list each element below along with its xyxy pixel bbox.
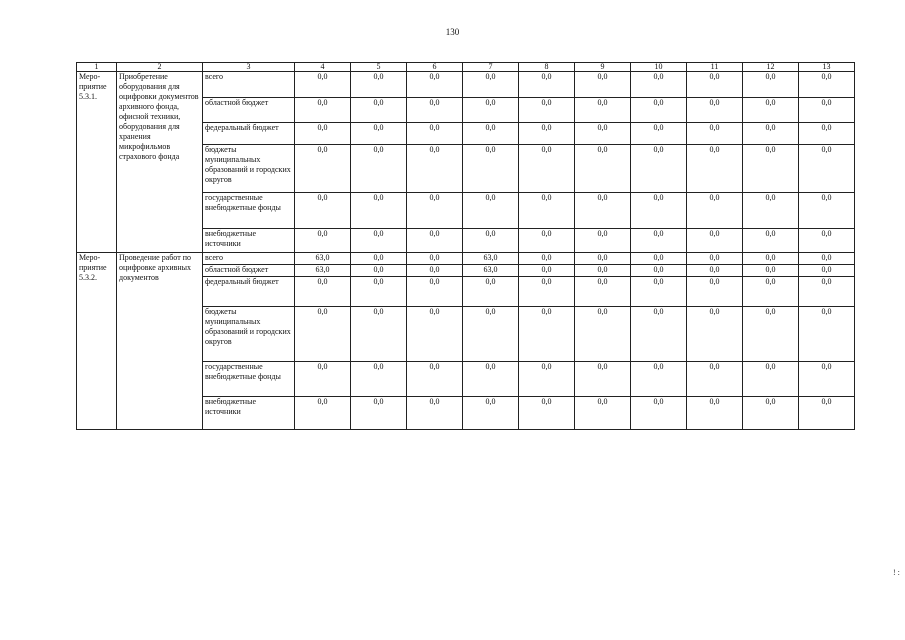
table-body: [77, 72, 855, 430]
value-cell: 63,0: [463, 253, 519, 265]
value-cell: 0,0: [463, 277, 519, 307]
value-cell: 0,0: [799, 98, 855, 123]
value-cell: 0,0: [575, 253, 631, 265]
margin-mark: ! :: [893, 568, 900, 577]
value-cell: 0,0: [687, 98, 743, 123]
value-cell: 0,0: [575, 397, 631, 430]
value-cell: 0,0: [687, 265, 743, 277]
value-cell: 0,0: [295, 277, 351, 307]
value-cell: 0,0: [575, 145, 631, 193]
funding-source: государственные внебюджетные фонды: [203, 362, 295, 397]
funding-source: федеральный бюджет: [203, 123, 295, 145]
value-cell: 0,0: [407, 123, 463, 145]
value-cell: 0,0: [519, 72, 575, 98]
value-cell: 0,0: [799, 145, 855, 193]
column-header: 5: [351, 63, 407, 72]
value-cell: 0,0: [799, 362, 855, 397]
value-cell: 0,0: [295, 397, 351, 430]
activity-description: Проведение работ по оцифровке архивных документов: [117, 253, 203, 430]
value-cell: 0,0: [463, 362, 519, 397]
value-cell: 0,0: [407, 229, 463, 253]
value-cell: 0,0: [575, 98, 631, 123]
value-cell: 0,0: [631, 72, 687, 98]
funding-source: областной бюджет: [203, 265, 295, 277]
value-cell: 63,0: [463, 265, 519, 277]
value-cell: 63,0: [295, 253, 351, 265]
activity-id: Меро-приятие 5.3.1.: [77, 72, 117, 253]
value-cell: 0,0: [295, 229, 351, 253]
value-cell: 0,0: [631, 193, 687, 229]
value-cell: 0,0: [407, 98, 463, 123]
funding-source: областной бюджет: [203, 98, 295, 123]
value-cell: 0,0: [519, 98, 575, 123]
value-cell: 0,0: [407, 145, 463, 193]
value-cell: 0,0: [351, 72, 407, 98]
value-cell: 0,0: [743, 397, 799, 430]
value-cell: 0,0: [799, 265, 855, 277]
value-cell: 0,0: [519, 145, 575, 193]
value-cell: 0,0: [295, 98, 351, 123]
value-cell: 0,0: [407, 253, 463, 265]
value-cell: 0,0: [575, 72, 631, 98]
value-cell: 0,0: [575, 362, 631, 397]
column-header: 8: [519, 63, 575, 72]
value-cell: 0,0: [351, 193, 407, 229]
value-cell: 0,0: [575, 193, 631, 229]
value-cell: 0,0: [463, 229, 519, 253]
value-cell: 0,0: [519, 307, 575, 362]
value-cell: 0,0: [687, 277, 743, 307]
value-cell: 0,0: [631, 145, 687, 193]
value-cell: 0,0: [631, 123, 687, 145]
value-cell: 0,0: [295, 72, 351, 98]
value-cell: 0,0: [295, 145, 351, 193]
value-cell: 0,0: [407, 277, 463, 307]
column-header: 3: [203, 63, 295, 72]
value-cell: 0,0: [351, 265, 407, 277]
value-cell: 0,0: [687, 145, 743, 193]
value-cell: 0,0: [743, 193, 799, 229]
value-cell: 0,0: [519, 265, 575, 277]
table-row: [77, 253, 855, 265]
funding-source: внебюджетные источники: [203, 229, 295, 253]
value-cell: 0,0: [463, 98, 519, 123]
value-cell: 0,0: [295, 193, 351, 229]
value-cell: 0,0: [575, 277, 631, 307]
column-header: 10: [631, 63, 687, 72]
funding-source: бюджеты муниципальных образований и городских округов: [203, 145, 295, 193]
funding-source: государственные внебюджетные фонды: [203, 193, 295, 229]
value-cell: 0,0: [351, 362, 407, 397]
value-cell: 0,0: [463, 397, 519, 430]
value-cell: 0,0: [687, 229, 743, 253]
value-cell: 0,0: [519, 193, 575, 229]
value-cell: 0,0: [687, 72, 743, 98]
value-cell: 0,0: [631, 362, 687, 397]
value-cell: 0,0: [519, 229, 575, 253]
column-header: 6: [407, 63, 463, 72]
value-cell: 0,0: [743, 277, 799, 307]
value-cell: 0,0: [631, 307, 687, 362]
value-cell: 0,0: [575, 123, 631, 145]
column-header: 12: [743, 63, 799, 72]
value-cell: 0,0: [631, 98, 687, 123]
value-cell: 0,0: [519, 397, 575, 430]
budget-table: [76, 62, 855, 430]
value-cell: 0,0: [519, 123, 575, 145]
value-cell: 0,0: [351, 397, 407, 430]
funding-source: федеральный бюджет: [203, 277, 295, 307]
value-cell: 0,0: [743, 307, 799, 362]
value-cell: 0,0: [743, 362, 799, 397]
value-cell: 0,0: [519, 362, 575, 397]
value-cell: 0,0: [407, 362, 463, 397]
value-cell: 0,0: [407, 72, 463, 98]
value-cell: 0,0: [575, 229, 631, 253]
value-cell: 0,0: [575, 265, 631, 277]
value-cell: 0,0: [519, 253, 575, 265]
value-cell: 0,0: [463, 123, 519, 145]
value-cell: 0,0: [351, 307, 407, 362]
activity-id: Меро-приятие 5.3.2.: [77, 253, 117, 430]
value-cell: 0,0: [407, 265, 463, 277]
value-cell: 0,0: [799, 123, 855, 145]
value-cell: 63,0: [295, 265, 351, 277]
value-cell: 0,0: [687, 123, 743, 145]
activity-description: Приобретение оборудования для оцифровки документов архивного фонда, офисной техники, оборудования для хранения микрофильмов страхового фонда: [117, 72, 203, 253]
value-cell: 0,0: [687, 193, 743, 229]
value-cell: 0,0: [407, 397, 463, 430]
value-cell: 0,0: [463, 193, 519, 229]
value-cell: 0,0: [463, 307, 519, 362]
value-cell: 0,0: [295, 307, 351, 362]
column-header: 13: [799, 63, 855, 72]
value-cell: 0,0: [519, 277, 575, 307]
value-cell: 0,0: [631, 397, 687, 430]
value-cell: 0,0: [799, 229, 855, 253]
column-number-row: [77, 63, 855, 72]
column-header: 9: [575, 63, 631, 72]
value-cell: 0,0: [295, 123, 351, 145]
column-header: 4: [295, 63, 351, 72]
value-cell: 0,0: [743, 229, 799, 253]
value-cell: 0,0: [743, 98, 799, 123]
value-cell: 0,0: [687, 362, 743, 397]
value-cell: 0,0: [687, 397, 743, 430]
value-cell: 0,0: [799, 397, 855, 430]
value-cell: 0,0: [799, 193, 855, 229]
value-cell: 0,0: [743, 123, 799, 145]
value-cell: 0,0: [687, 307, 743, 362]
value-cell: 0,0: [351, 253, 407, 265]
value-cell: 0,0: [799, 307, 855, 362]
value-cell: 0,0: [743, 253, 799, 265]
value-cell: 0,0: [799, 277, 855, 307]
funding-source: внебюджетные источники: [203, 397, 295, 430]
column-header: 11: [687, 63, 743, 72]
value-cell: 0,0: [799, 72, 855, 98]
column-header: 1: [77, 63, 117, 72]
value-cell: 0,0: [687, 253, 743, 265]
value-cell: 0,0: [631, 265, 687, 277]
value-cell: 0,0: [743, 145, 799, 193]
value-cell: 0,0: [743, 265, 799, 277]
funding-source: всего: [203, 72, 295, 98]
funding-source: бюджеты муниципальных образований и городских округов: [203, 307, 295, 362]
table-row: [77, 72, 855, 98]
value-cell: 0,0: [351, 229, 407, 253]
value-cell: 0,0: [463, 72, 519, 98]
page-number: 130: [445, 27, 460, 37]
value-cell: 0,0: [351, 145, 407, 193]
value-cell: 0,0: [351, 98, 407, 123]
value-cell: 0,0: [295, 362, 351, 397]
value-cell: 0,0: [351, 123, 407, 145]
column-header: 2: [117, 63, 203, 72]
value-cell: 0,0: [463, 145, 519, 193]
value-cell: 0,0: [631, 277, 687, 307]
funding-source: всего: [203, 253, 295, 265]
value-cell: 0,0: [407, 307, 463, 362]
value-cell: 0,0: [631, 253, 687, 265]
value-cell: 0,0: [631, 229, 687, 253]
value-cell: 0,0: [743, 72, 799, 98]
value-cell: 0,0: [799, 253, 855, 265]
value-cell: 0,0: [575, 307, 631, 362]
value-cell: 0,0: [351, 277, 407, 307]
value-cell: 0,0: [407, 193, 463, 229]
column-header: 7: [463, 63, 519, 72]
